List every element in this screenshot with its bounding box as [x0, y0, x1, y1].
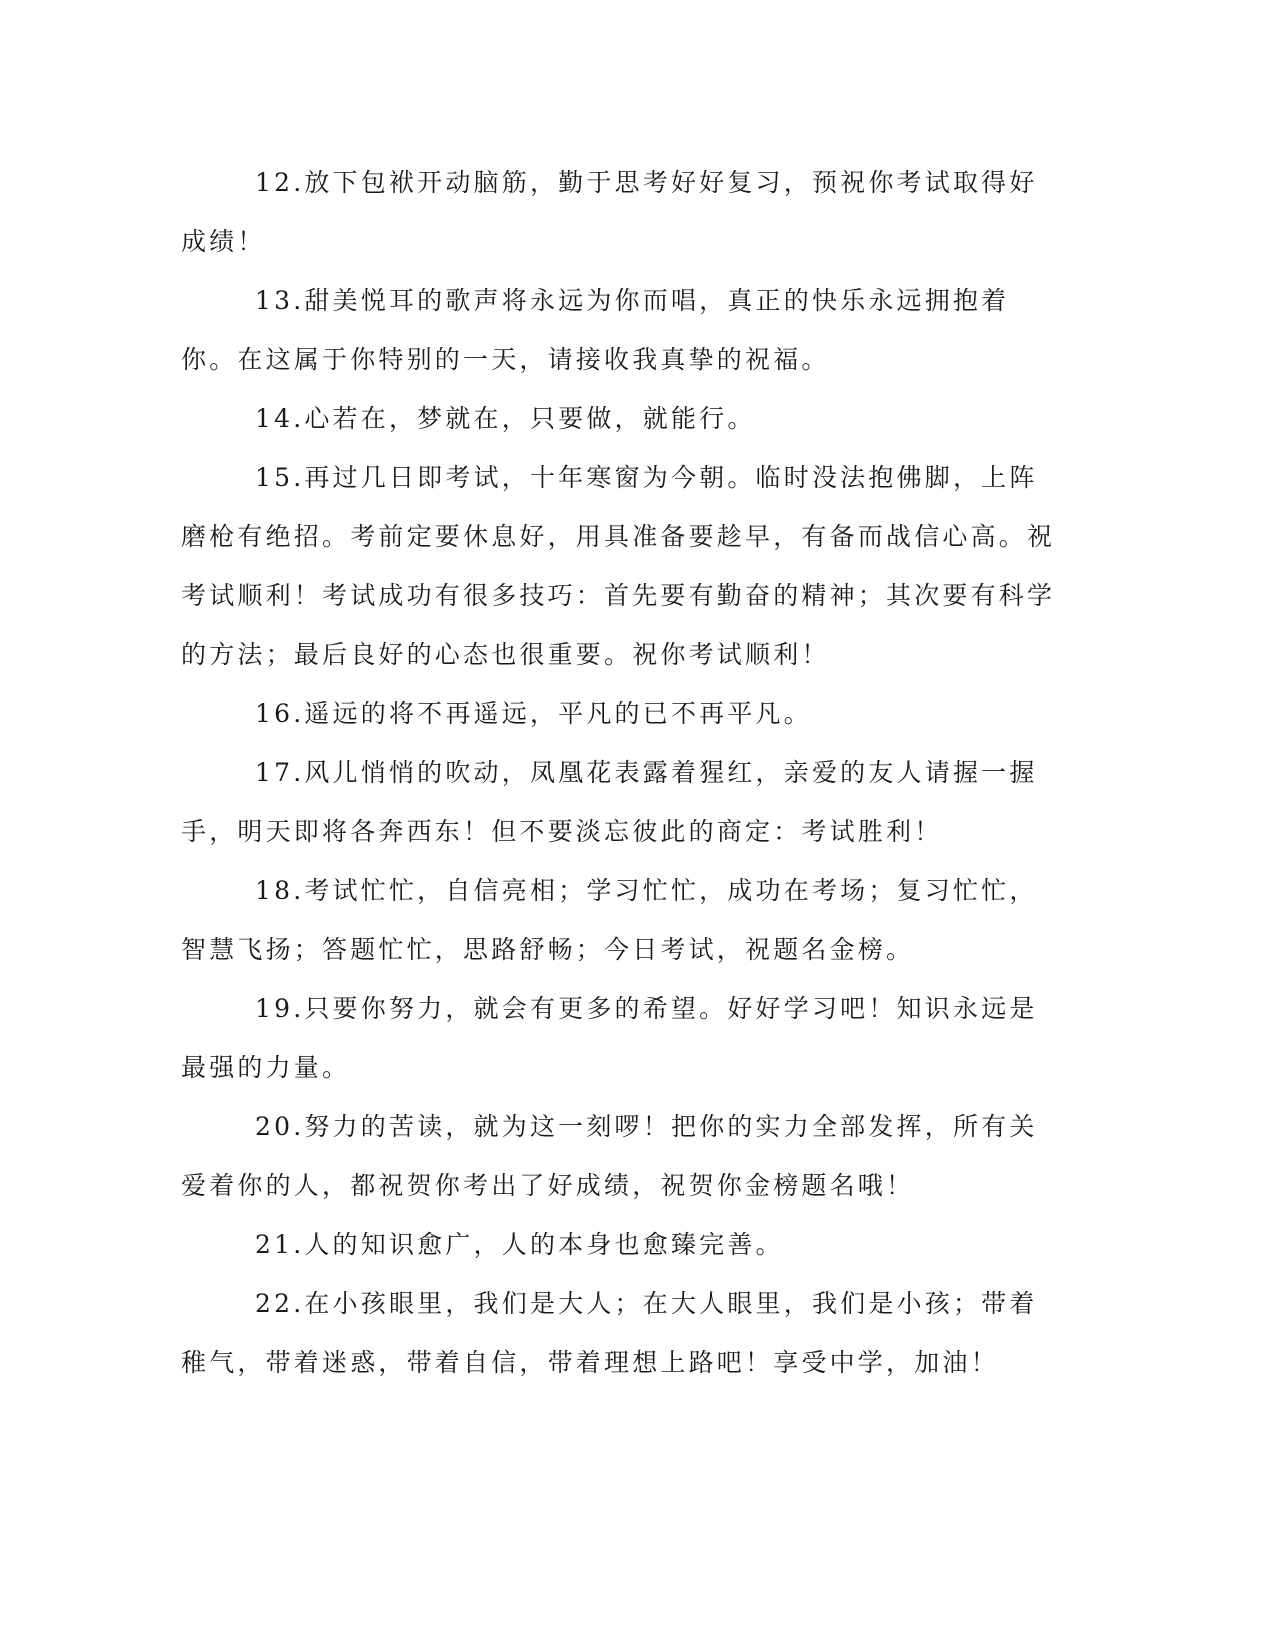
paragraph-18: 18.考试忙忙，自信亮相；学习忙忙，成功在考场；复习忙忙，智慧飞扬；答题忙忙，思路舒畅；今日考试，祝题名金榜。	[181, 876, 1038, 964]
paragraph-13: 13.甜美悦耳的歌声将永远为你而唱，真正的快乐永远拥抱着你。在这属于你特别的一天，请接收我真挚的祝福。	[181, 286, 1010, 374]
paragraph-20: 20.努力的苦读，就为这一刻啰！把你的实力全部发挥，所有关爱着你的人，都祝贺你考出了好成绩，祝贺你金榜题名哦！	[181, 1112, 1038, 1200]
paragraph-12: 12.放下包袱开动脑筋，勤于思考好好复习，预祝你考试取得好成绩！	[181, 168, 1038, 256]
paragraph-22: 22.在小孩眼里，我们是大人；在大人眼里，我们是小孩；带着稚气，带着迷惑，带着自信，带着理想上路吧！享受中学，加油！	[181, 1289, 1038, 1377]
paragraph-16: 16.遥远的将不再遥远，平凡的已不再平凡。	[255, 699, 812, 728]
paragraph-14: 14.心若在，梦就在，只要做，就能行。	[255, 404, 756, 433]
paragraph-19: 19.只要你努力，就会有更多的希望。好好学习吧！知识永远是最强的力量。	[181, 994, 1038, 1082]
paragraph-17: 17.风儿悄悄的吹动，凤凰花表露着猩红，亲爱的友人请握一握手，明天即将各奔西东！但不要淡忘彼此的商定：考试胜利！	[181, 758, 1038, 846]
document-body	[181, 153, 1061, 1392]
paragraph-15: 15.再过几日即考试，十年寒窗为今朝。临时没法抱佛脚，上阵磨枪有绝招。考前定要休息好，用具准备要趁早，有备而战信心高。祝考试顺利！考试成功有很多技巧：首先要有勤奋的精神；其次要有科学的方法；最后良好的心态也很重要。祝你考试顺利！	[181, 463, 1056, 669]
paragraph-21: 21.人的知识愈广，人的本身也愈臻完善。	[255, 1230, 784, 1259]
